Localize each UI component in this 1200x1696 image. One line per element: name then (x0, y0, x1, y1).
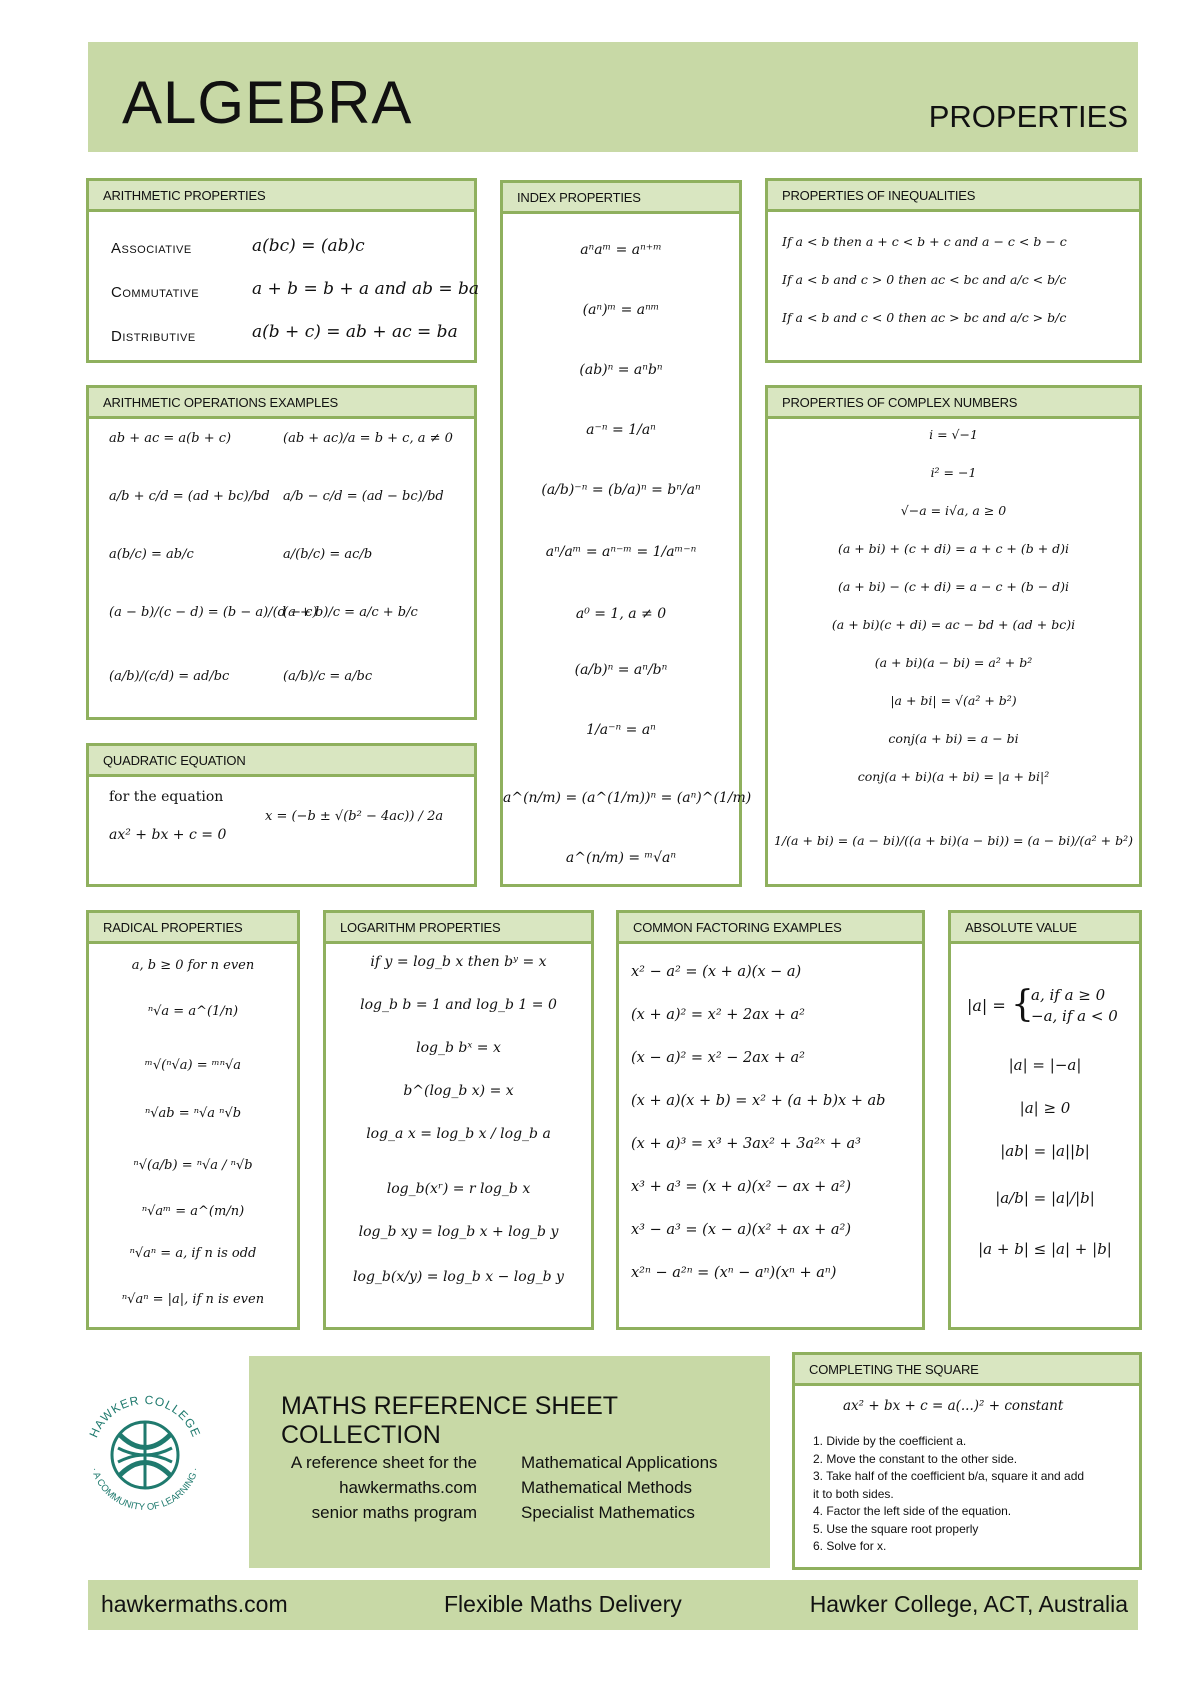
quadratic-equation: ax² + bx + c = 0 (109, 827, 227, 843)
operation-example: (a/b)/c = a/bc (283, 669, 373, 684)
commutative-label: Commutative (111, 284, 200, 301)
arithmetic-properties-heading: ARITHMETIC PROPERTIES (89, 181, 474, 212)
index-heading: INDEX PROPERTIES (503, 183, 739, 214)
logarithm-rule: log_b(x/y) = log_b x − log_b y (353, 1269, 564, 1285)
completing-square-step: it to both sides. (813, 1486, 894, 1501)
complex-rule: 1/(a + bi) = (a − bi)/((a + bi)(a − bi)) = (a − bi)/(a² + b²) (774, 833, 1133, 848)
operation-example: ab + ac = a(b + c) (109, 431, 232, 446)
index-rule: a^(n/m) = ᵐ√aⁿ (565, 850, 677, 866)
reference-left-line: senior maths program (311, 1503, 477, 1522)
operation-example: (ab + ac)/a = b + c, a ≠ 0 (283, 431, 453, 446)
complex-rule: conj(a + bi) = a − bi (888, 731, 1019, 746)
radical-properties-box (86, 910, 300, 1330)
inequality-rule: If a < b and c > 0 then ac < bc and a/c < b/c (782, 272, 1067, 287)
complex-rule: |a + bi| = √(a² + b²) (890, 693, 1017, 708)
complex-numbers-box (765, 385, 1142, 887)
abs-brace: { (1011, 984, 1034, 1025)
quadratic-equation-box (86, 743, 477, 887)
reference-course: Specialist Mathematics (521, 1503, 695, 1522)
index-rule: aⁿaᵐ = aⁿ⁺ᵐ (580, 242, 662, 258)
page-title: ALGEBRA (122, 69, 413, 136)
radical-rule: ⁿ√a = a^(1/n) (147, 1004, 239, 1019)
factoring-examples-box (616, 910, 925, 1330)
reference-course: Mathematical Applications (521, 1453, 718, 1472)
complex-rule: (a + bi)(c + di) = ac − bd + (ad + bc)i (831, 617, 1076, 632)
completing-square-step: 4. Factor the left side of the equation. (813, 1504, 1012, 1518)
reference-title: MATHS REFERENCE SHEET COLLECTION (281, 1392, 618, 1449)
logarithm-rule: log_a x = log_b x / log_b a (366, 1126, 551, 1142)
footer-website: hawkermaths.com (101, 1591, 288, 1617)
radical-rule: ⁿ√aᵐ = a^(m/n) (141, 1204, 245, 1219)
reference-left-line: A reference sheet for the (290, 1453, 477, 1472)
abs-definition-lhs: |a| = (967, 996, 1006, 1015)
complex-rule: √−a = i√a, a ≥ 0 (900, 503, 1007, 518)
logarithm-rule: log_b(xʳ) = r log_b x (386, 1181, 531, 1197)
complex-rule: (a + bi)(a − bi) = a² + b² (874, 655, 1033, 670)
logarithm-rule: b^(log_b x) = x (403, 1083, 514, 1099)
operation-example: a(b/c) = ab/c (109, 547, 194, 562)
factoring-rule: x²ⁿ − a²ⁿ = (xⁿ − aⁿ)(xⁿ + aⁿ) (631, 1265, 837, 1281)
factoring-rule: x³ − a³ = (x − a)(x² + ax + a²) (631, 1222, 852, 1238)
factoring-rule: (x + a)³ = x³ + 3ax² + 3a²ˣ + a³ (631, 1136, 861, 1152)
operation-example: (a + b)/c = a/c + b/c (283, 605, 418, 620)
factoring-rule: (x + a)² = x² + 2ax + a² (631, 1007, 805, 1023)
index-rule: aⁿ/aᵐ = aⁿ⁻ᵐ = 1/aᵐ⁻ⁿ (545, 544, 697, 560)
operation-example: a/b + c/d = (ad + bc)/bd (109, 489, 270, 504)
index-rule: (ab)ⁿ = aⁿbⁿ (579, 362, 663, 378)
logarithm-properties-box (323, 910, 594, 1330)
inequality-rule: If a < b then a + c < b + c and a − c < b − c (782, 234, 1067, 249)
arithmetic-operations-heading: ARITHMETIC OPERATIONS EXAMPLES (89, 388, 474, 419)
footer-college: Hawker College, ACT, Australia (809, 1591, 1128, 1617)
complex-heading: PROPERTIES OF COMPLEX NUMBERS (768, 388, 1139, 419)
radical-rule: ᵐ√(ⁿ√a) = ᵐⁿ√a (144, 1058, 242, 1073)
factoring-rule: x² − a² = (x + a)(x − a) (631, 964, 802, 980)
complex-rule: (a + bi) + (c + di) = a + c + (b + d)i (837, 541, 1070, 556)
logo-top-text: HAWKER COLLEGE (86, 1392, 204, 1440)
operation-example: (a/b)/(c/d) = ad/bc (109, 669, 230, 684)
operation-example: (a − b)/(c − d) = (b − a)/(d − c) (109, 605, 318, 620)
inequalities-box (765, 178, 1142, 363)
radical-rule: ⁿ√aⁿ = |a|, if n is even (121, 1292, 265, 1307)
absolute-rule: |a| = |−a| (1008, 1056, 1082, 1074)
absolute-rule: |a + b| ≤ |a| + |b| (978, 1240, 1112, 1258)
operation-example: a/(b/c) = ac/b (283, 547, 373, 562)
absolute-rule: |a| ≥ 0 (1019, 1099, 1071, 1117)
completing-square-step: 2. Move the constant to the other side. (813, 1451, 1018, 1466)
logo-emblem-icon (80, 1390, 210, 1520)
reference-course: Mathematical Methods (521, 1478, 693, 1497)
radical-rule: ⁿ√aⁿ = a, if n is odd (129, 1246, 257, 1261)
complex-rule: conj(a + bi)(a + bi) = |a + bi|² (857, 769, 1050, 784)
hawker-college-logo (80, 1390, 210, 1520)
absolute-rule: |a/b| = |a|/|b| (995, 1189, 1095, 1207)
index-properties-box (500, 180, 752, 887)
completing-square-step: 5. Use the square root properly (813, 1521, 979, 1536)
radical-rule: a, b ≥ 0 for n even (131, 958, 255, 973)
absolute-rule: |ab| = |a||b| (1000, 1142, 1090, 1160)
quadratic-heading: QUADRATIC EQUATION (89, 746, 474, 777)
logarithm-rule: log_b xy = log_b x + log_b y (358, 1224, 559, 1240)
inequality-rule: If a < b and c < 0 then ac > bc and a/c > b/c (782, 310, 1067, 325)
associative-label: Associative (111, 240, 192, 257)
quadratic-formula: x = (−b ± √(b² − 4ac)) / 2a (265, 809, 444, 824)
reference-left-line: hawkermaths.com (339, 1478, 477, 1497)
logarithm-heading: LOGARITHM PROPERTIES (326, 913, 591, 944)
factoring-rule: x³ + a³ = (x + a)(x² − ax + a²) (631, 1179, 852, 1195)
associative-formula: a(bc) = (ab)c (252, 236, 365, 256)
absolute-heading: ABSOLUTE VALUE (951, 913, 1139, 944)
logarithm-rule: if y = log_b x then bʸ = x (370, 954, 547, 970)
complex-rule: (a + bi) − (c + di) = a − c + (b − d)i (837, 579, 1070, 594)
completing-square-formula: ax² + bx + c = a(...)² + constant (843, 1398, 1064, 1414)
index-rule: a^(n/m) = (a^(1/m))ⁿ = (aⁿ)^(1/m) (503, 790, 752, 806)
index-rule: (a/b)ⁿ = aⁿ/bⁿ (574, 662, 668, 678)
page-subtitle: PROPERTIES (928, 99, 1128, 134)
logarithm-rule: log_b b = 1 and log_b 1 = 0 (360, 997, 557, 1013)
logo-bottom-text: · A COMMUNITY OF LEARNING · (88, 1466, 202, 1514)
commutative-formula: a + b = b + a and ab = ba (252, 279, 480, 299)
footer-tagline: Flexible Maths Delivery (444, 1591, 682, 1617)
factoring-rule: (x − a)² = x² − 2ax + a² (631, 1050, 805, 1066)
index-rule: a⁰ = 1, a ≠ 0 (575, 606, 667, 622)
factoring-heading: COMMON FACTORING EXAMPLES (619, 913, 922, 944)
logarithm-rule: log_b bˣ = x (416, 1040, 501, 1056)
abs-case-positive: a, if a ≥ 0 (1031, 986, 1106, 1004)
reference-panel (249, 1356, 770, 1568)
index-rule: a⁻ⁿ = 1/aⁿ (586, 422, 656, 438)
index-rule: 1/a⁻ⁿ = aⁿ (586, 722, 656, 738)
radical-heading: RADICAL PROPERTIES (89, 913, 297, 944)
operation-example: a/b − c/d = (ad − bc)/bd (283, 489, 444, 504)
index-rule: (a/b)⁻ⁿ = (b/a)ⁿ = bⁿ/aⁿ (541, 482, 701, 498)
distributive-label: Distributive (111, 328, 196, 345)
completing-square-step: 6. Solve for x. (813, 1539, 887, 1553)
inequalities-heading: PROPERTIES OF INEQUALITIES (768, 181, 1139, 212)
radical-rule: ⁿ√(a/b) = ⁿ√a / ⁿ√b (133, 1158, 253, 1173)
completing-square-heading: COMPLETING THE SQUARE (795, 1355, 1139, 1386)
completing-square-step: 1. Divide by the coefficient a. (813, 1434, 967, 1448)
index-rule: (aⁿ)ᵐ = aⁿᵐ (582, 302, 660, 318)
absolute-value-box (948, 910, 1142, 1330)
distributive-formula: a(b + c) = ab + ac = ba (252, 322, 458, 342)
completing-square-step: 3. Take half of the coefficient b/a, square it and add (813, 1469, 1085, 1483)
abs-case-negative: −a, if a < 0 (1031, 1007, 1118, 1025)
completing-square-box (792, 1352, 1142, 1570)
factoring-rule: (x + a)(x + b) = x² + (a + b)x + ab (631, 1093, 886, 1109)
arithmetic-operations-box (86, 385, 477, 720)
quadratic-intro: for the equation (109, 789, 224, 805)
radical-rule: ⁿ√ab = ⁿ√a ⁿ√b (144, 1106, 242, 1121)
complex-rule: i = √−1 (929, 427, 978, 442)
arithmetic-properties-box (86, 178, 480, 363)
complex-rule: i² = −1 (930, 465, 977, 480)
